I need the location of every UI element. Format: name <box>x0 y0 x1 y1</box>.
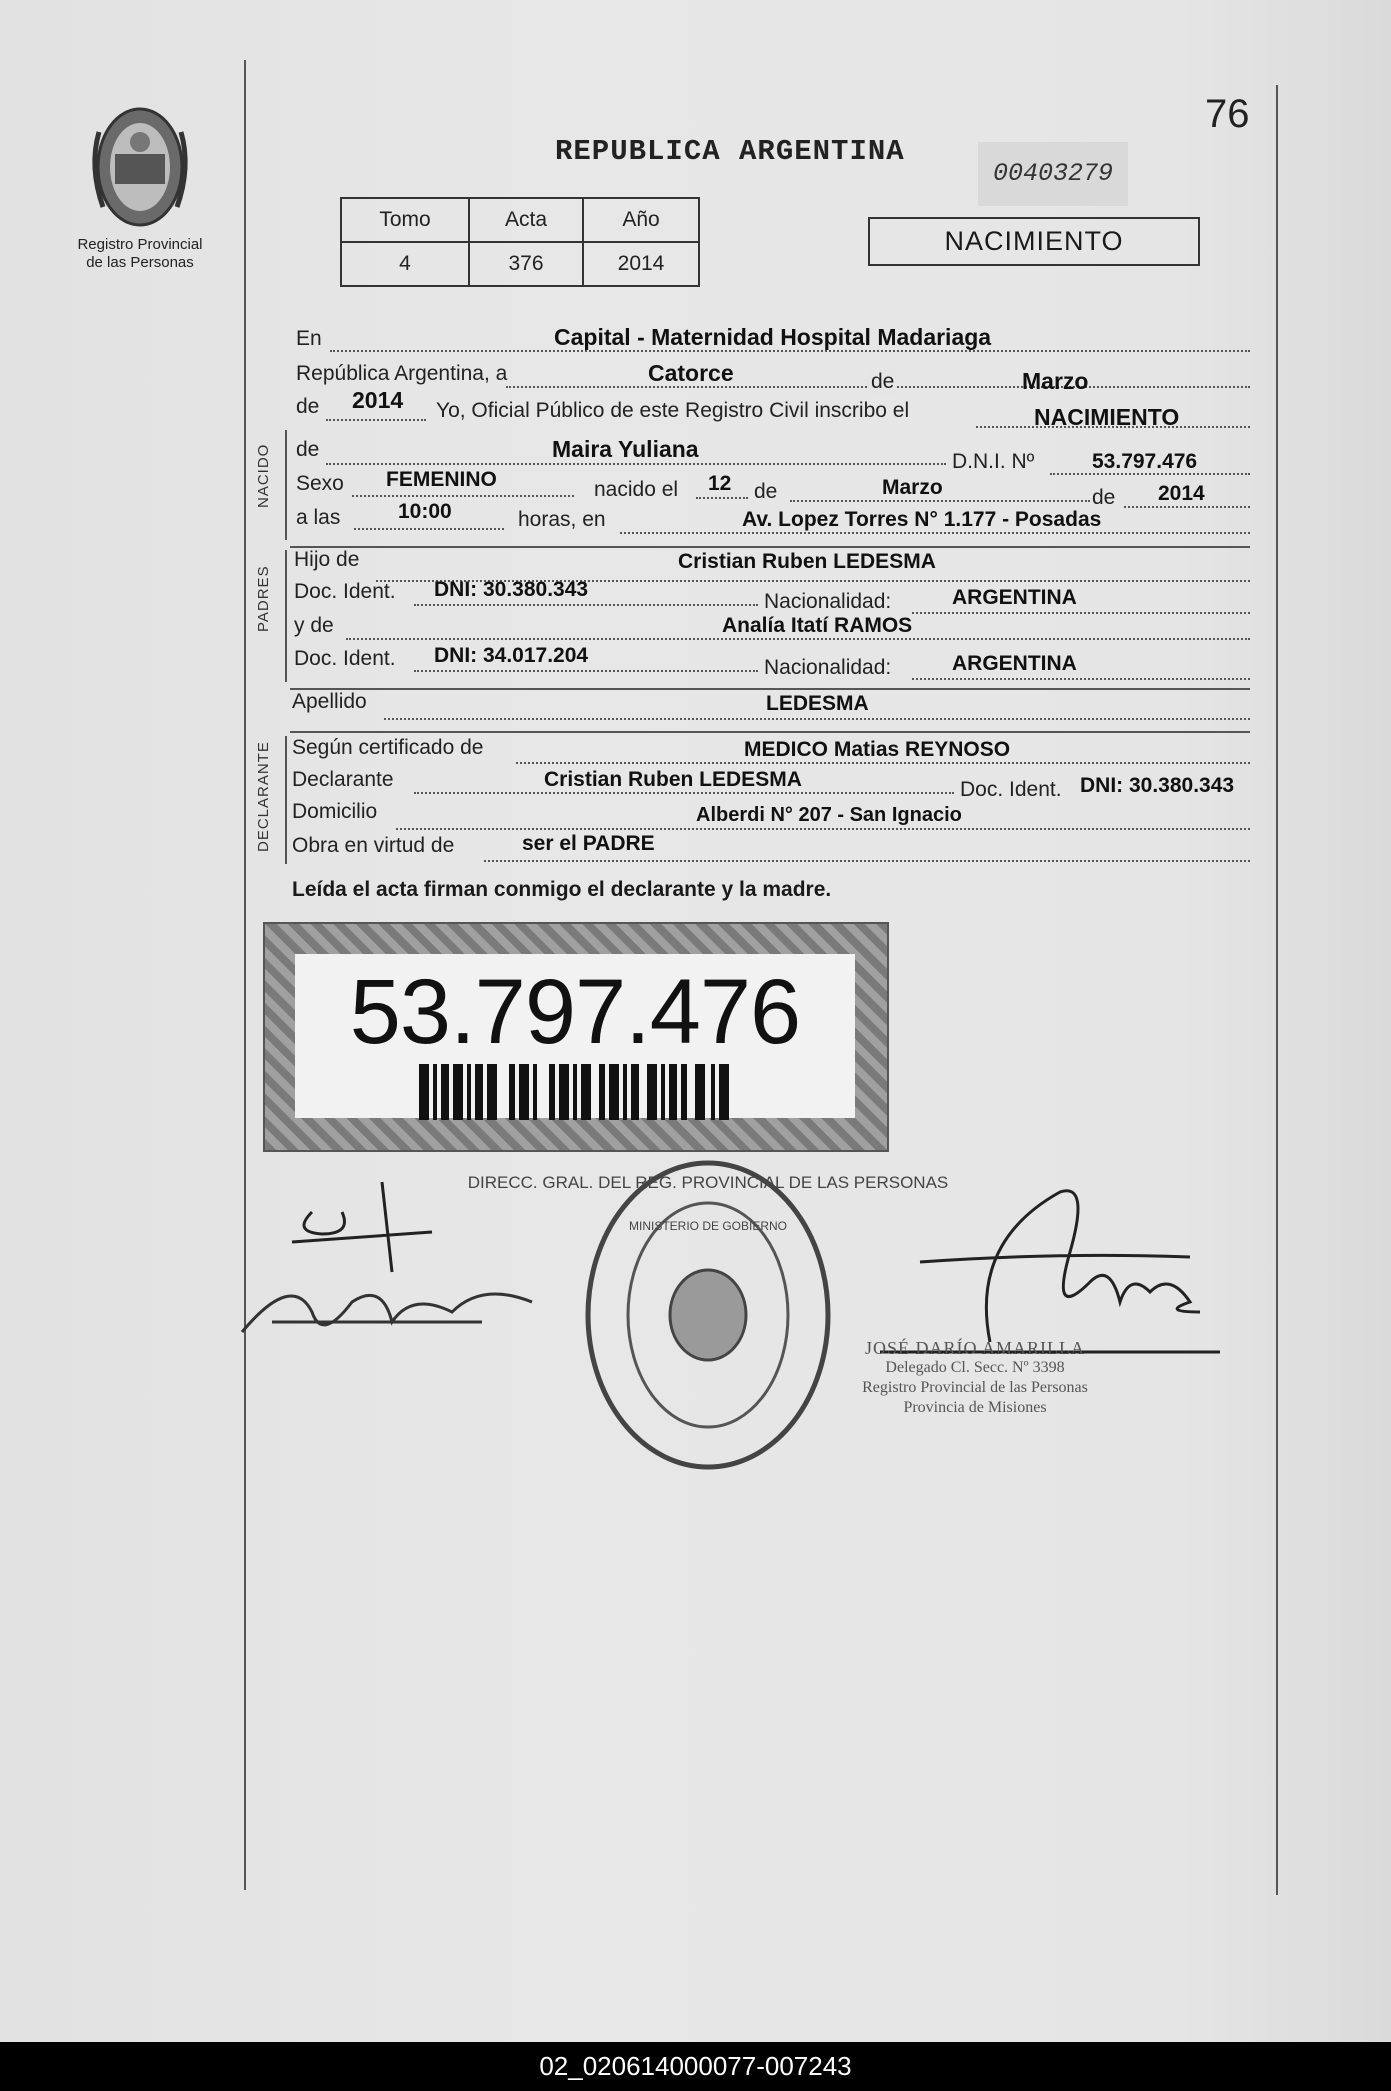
de-label: de <box>296 395 320 418</box>
registry-value-tomo: 4 <box>341 242 469 286</box>
alas-label: a las <box>296 506 341 529</box>
certificate-source: MEDICO Matias REYNOSO <box>744 738 1011 761</box>
registry-header: Acta <box>469 198 583 242</box>
mother-doc: DNI: 34.017.204 <box>434 644 589 667</box>
act-type-box: NACIMIENTO <box>868 217 1200 266</box>
nacionalidad-label: Nacionalidad: <box>764 656 892 679</box>
dotted-line <box>352 495 574 497</box>
month: Marzo <box>1022 368 1089 394</box>
section-bracket <box>285 430 287 540</box>
serial-number: 00403279 <box>978 142 1128 206</box>
apellido-label: Apellido <box>292 690 367 713</box>
logo-caption <box>62 236 218 272</box>
seal-inner-text: MINISTERIO DE GOBIERNO <box>628 1219 788 1233</box>
de-label: de <box>1092 486 1116 509</box>
father-nationality: ARGENTINA <box>952 586 1077 609</box>
official-seal-icon <box>467 1158 949 1472</box>
registry-table <box>340 197 700 287</box>
dotted-line <box>384 718 1250 720</box>
declarant-signature-icon <box>232 1172 552 1372</box>
left-margin-line <box>244 60 246 1890</box>
father-doc: DNI: 30.380.343 <box>434 578 589 601</box>
declarante-label: Declarante <box>292 768 394 791</box>
official-statement: Yo, Oficial Público de este Registro Civil inscribo el <box>436 399 910 422</box>
dni-sticker <box>263 922 889 1152</box>
birth-address: Av. Lopez Torres N° 1.177 - Posadas <box>742 508 1102 531</box>
declarant-doc: DNI: 30.380.343 <box>1080 774 1235 797</box>
file-caption: 02_020614000077-007243 <box>0 2042 1391 2091</box>
official-stamp <box>855 1338 1095 1418</box>
official-signature-icon <box>860 1172 1220 1362</box>
dotted-line <box>326 419 426 421</box>
seal-outer-text: DIRECC. GRAL. DEL REG. PROVINCIAL DE LAS PERSONAS <box>467 1173 949 1192</box>
surname: LEDESMA <box>766 692 869 715</box>
dotted-line <box>414 792 954 794</box>
inscription-type: NACIMIENTO <box>1034 404 1180 430</box>
registry-header-row <box>341 198 699 242</box>
birth-month: Marzo <box>882 476 943 499</box>
dotted-line <box>396 828 1250 830</box>
child-name: Maira Yuliana <box>552 436 699 462</box>
section-bracket <box>285 550 287 682</box>
certificado-label: Según certificado de <box>292 736 484 759</box>
section-divider <box>290 731 1250 733</box>
declarant-name: Cristian Ruben LEDESMA <box>544 768 802 791</box>
birth-place: Capital - Maternidad Hospital Madariaga <box>554 324 992 350</box>
dotted-line <box>484 860 1250 862</box>
doc-ident-label: Doc. Ident. <box>294 647 396 670</box>
yde-label: y de <box>294 614 334 637</box>
domicilio-label: Domicilio <box>292 800 378 823</box>
dotted-line <box>516 762 1250 764</box>
registry-header: Tomo <box>341 198 469 242</box>
registry-value-anio: 2014 <box>583 242 699 286</box>
child-sex: FEMENINO <box>386 468 497 491</box>
section-divider <box>290 688 1250 690</box>
dotted-line <box>414 670 758 672</box>
official-province: Provincia de Misiones <box>903 1399 1047 1416</box>
dni-sticker-number: 53.797.476 <box>349 961 801 1063</box>
logo-caption-line1: Registro Provincial <box>77 236 203 253</box>
dotted-line <box>354 528 504 530</box>
de-label: de <box>754 480 778 503</box>
closing-statement: Leída el acta firman conmigo el declarante y la madre. <box>292 878 832 901</box>
mother-name: Analía Itatí RAMOS <box>722 614 913 637</box>
section-bracket <box>285 736 287 864</box>
document-title: REPUBLICA ARGENTINA <box>555 135 905 168</box>
horas-label: horas, en <box>518 508 606 531</box>
sexo-label: Sexo <box>296 472 344 495</box>
birth-time: 10:00 <box>398 500 452 523</box>
section-divider <box>290 546 1250 548</box>
dotted-line <box>912 678 1250 680</box>
barcode-icon <box>419 1064 731 1120</box>
day-in-words: Catorce <box>648 360 734 386</box>
declarant-reason: ser el PADRE <box>522 832 655 855</box>
dotted-line <box>346 638 1250 640</box>
nacionalidad-label: Nacionalidad: <box>764 590 892 613</box>
obra-label: Obra en virtud de <box>292 834 455 857</box>
dotted-line <box>620 532 1250 534</box>
year: 2014 <box>352 387 404 413</box>
section-label-nacido: NACIDO <box>255 443 272 508</box>
registry-value-row <box>341 242 699 286</box>
republic-label: República Argentina, a <box>296 362 508 385</box>
doc-ident-label: Doc. Ident. <box>960 778 1062 801</box>
dni-sticker-label <box>295 954 855 1118</box>
de-label: de <box>296 438 320 461</box>
logo-caption-line2: de las Personas <box>86 254 194 271</box>
dotted-line <box>912 612 1250 614</box>
dotted-line <box>790 500 1090 502</box>
dotted-line <box>414 604 758 606</box>
section-label-padres: PADRES <box>255 565 272 632</box>
official-name: JOSÉ DARÍO AMARILLA <box>864 1338 1085 1358</box>
mother-nationality: ARGENTINA <box>952 652 1077 675</box>
official-org: Registro Provincial de las Personas <box>862 1379 1088 1396</box>
de-label: de <box>868 370 897 394</box>
official-role: Delegado Cl. Secc. Nº 3398 <box>885 1359 1065 1376</box>
section-label-declarante: DECLARANTE <box>255 741 272 852</box>
hijo-label: Hijo de <box>294 548 360 571</box>
en-label: En <box>296 327 322 350</box>
right-margin-line <box>1276 85 1278 1895</box>
misiones-coat-of-arms-icon <box>85 102 195 232</box>
registry-value-acta: 376 <box>469 242 583 286</box>
nacido-label: nacido el <box>594 478 679 501</box>
provincial-logo <box>62 102 218 272</box>
child-dni: 53.797.476 <box>1092 450 1198 473</box>
birth-day: 12 <box>708 472 732 495</box>
registry-header: Año <box>583 198 699 242</box>
birth-year: 2014 <box>1158 482 1205 505</box>
dotted-line <box>1124 506 1250 508</box>
dotted-line <box>696 497 748 499</box>
dotted-line <box>326 463 946 465</box>
father-name: Cristian Ruben LEDESMA <box>678 550 936 573</box>
dni-label: D.N.I. Nº <box>952 450 1035 473</box>
doc-ident-label: Doc. Ident. <box>294 580 396 603</box>
declarant-address: Alberdi N° 207 - San Ignacio <box>696 804 962 826</box>
page-number: 76 <box>1205 92 1250 136</box>
